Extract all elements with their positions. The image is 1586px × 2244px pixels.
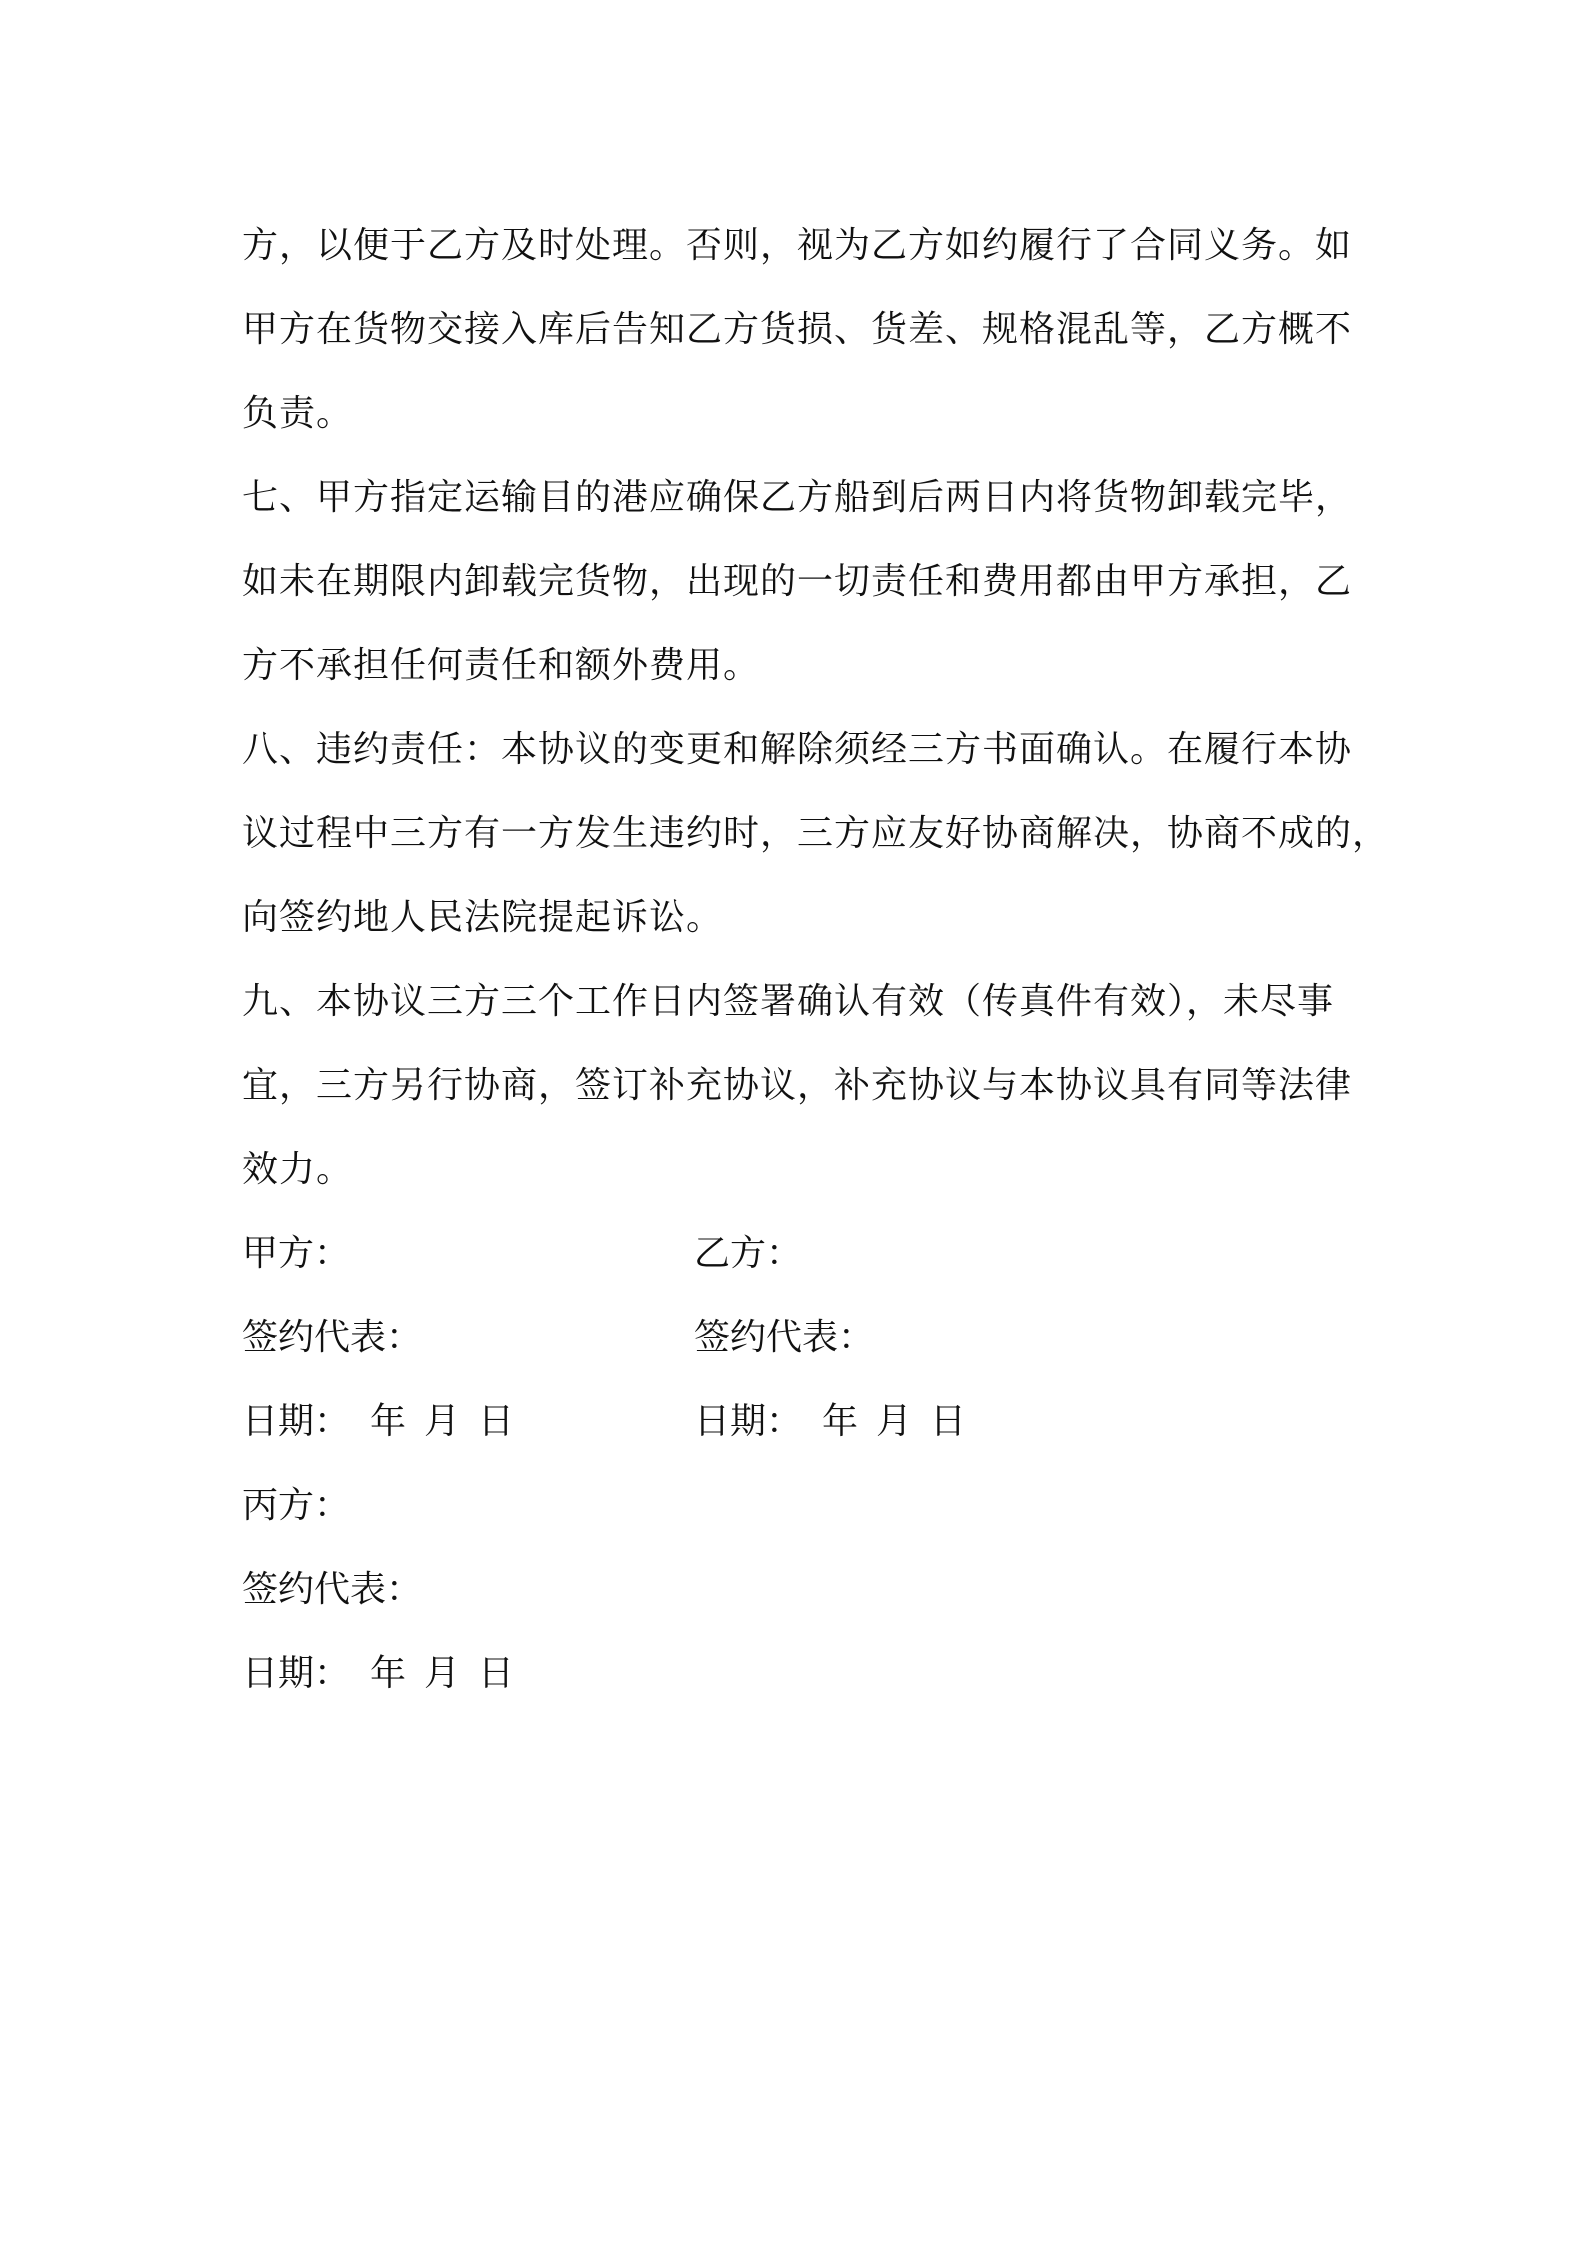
party-c-rep-label: 签约代表：	[242, 1569, 423, 1610]
paragraph-line: 方，以便于乙方及时处理。否则，视为乙方如约履行了合同义务。如	[242, 225, 1353, 266]
signature-row-representative	[242, 1296, 1362, 1380]
clause-9-line: 效力。	[242, 1149, 354, 1190]
clause-9-line: 宜，三方另行协商，签订补充协议，补充协议与本协议具有同等法律	[242, 1065, 1353, 1106]
document-body	[242, 204, 1390, 1716]
date-label: 日期：	[242, 1401, 351, 1442]
party-c-label: 丙方：	[242, 1485, 351, 1526]
signature-row-date	[242, 1380, 1362, 1464]
party-a-rep-label: 签约代表：	[242, 1317, 423, 1358]
year-label: 年	[370, 1653, 407, 1694]
signature-row-party-c	[242, 1464, 1362, 1548]
party-a-label: 甲方：	[242, 1233, 351, 1274]
day-label: 日	[478, 1401, 515, 1442]
party-a-date	[242, 1380, 532, 1464]
date-label: 日期：	[242, 1653, 351, 1694]
day-label: 日	[930, 1401, 967, 1442]
year-label: 年	[822, 1401, 859, 1442]
date-label: 日期：	[694, 1401, 803, 1442]
clause-8-line: 议过程中三方有一方发生违约时，三方应友好协商解决，协商不成的，	[242, 813, 1390, 854]
month-label: 月	[424, 1401, 461, 1442]
signature-row-party-c-rep	[242, 1548, 1362, 1632]
party-b-date	[694, 1380, 984, 1464]
party-c-date	[242, 1632, 532, 1716]
clause-8-line: 八、违约责任：本协议的变更和解除须经三方书面确认。在履行本协	[242, 729, 1353, 770]
clause-7-line: 方不承担任何责任和额外费用。	[242, 645, 761, 686]
year-label: 年	[370, 1401, 407, 1442]
clause-7-line: 七、甲方指定运输目的港应确保乙方船到后两日内将货物卸载完毕，	[242, 477, 1353, 518]
clause-9-line: 九、本协议三方三个工作日内签署确认有效（传真件有效），未尽事	[242, 981, 1335, 1022]
clause-7-line: 如未在期限内卸载完货物，出现的一切责任和费用都由甲方承担，乙	[242, 561, 1353, 602]
month-label: 月	[424, 1653, 461, 1694]
month-label: 月	[876, 1401, 913, 1442]
signature-row-party	[242, 1212, 1362, 1296]
day-label: 日	[478, 1653, 515, 1694]
party-b-label: 乙方：	[694, 1233, 803, 1274]
paragraph-line: 甲方在货物交接入库后告知乙方货损、货差、规格混乱等，乙方概不	[242, 309, 1353, 350]
clause-8-line: 向签约地人民法院提起诉讼。	[242, 897, 724, 938]
signature-row-party-c-date	[242, 1632, 1362, 1716]
party-b-rep-label: 签约代表：	[694, 1317, 875, 1358]
paragraph-line: 负责。	[242, 393, 354, 434]
